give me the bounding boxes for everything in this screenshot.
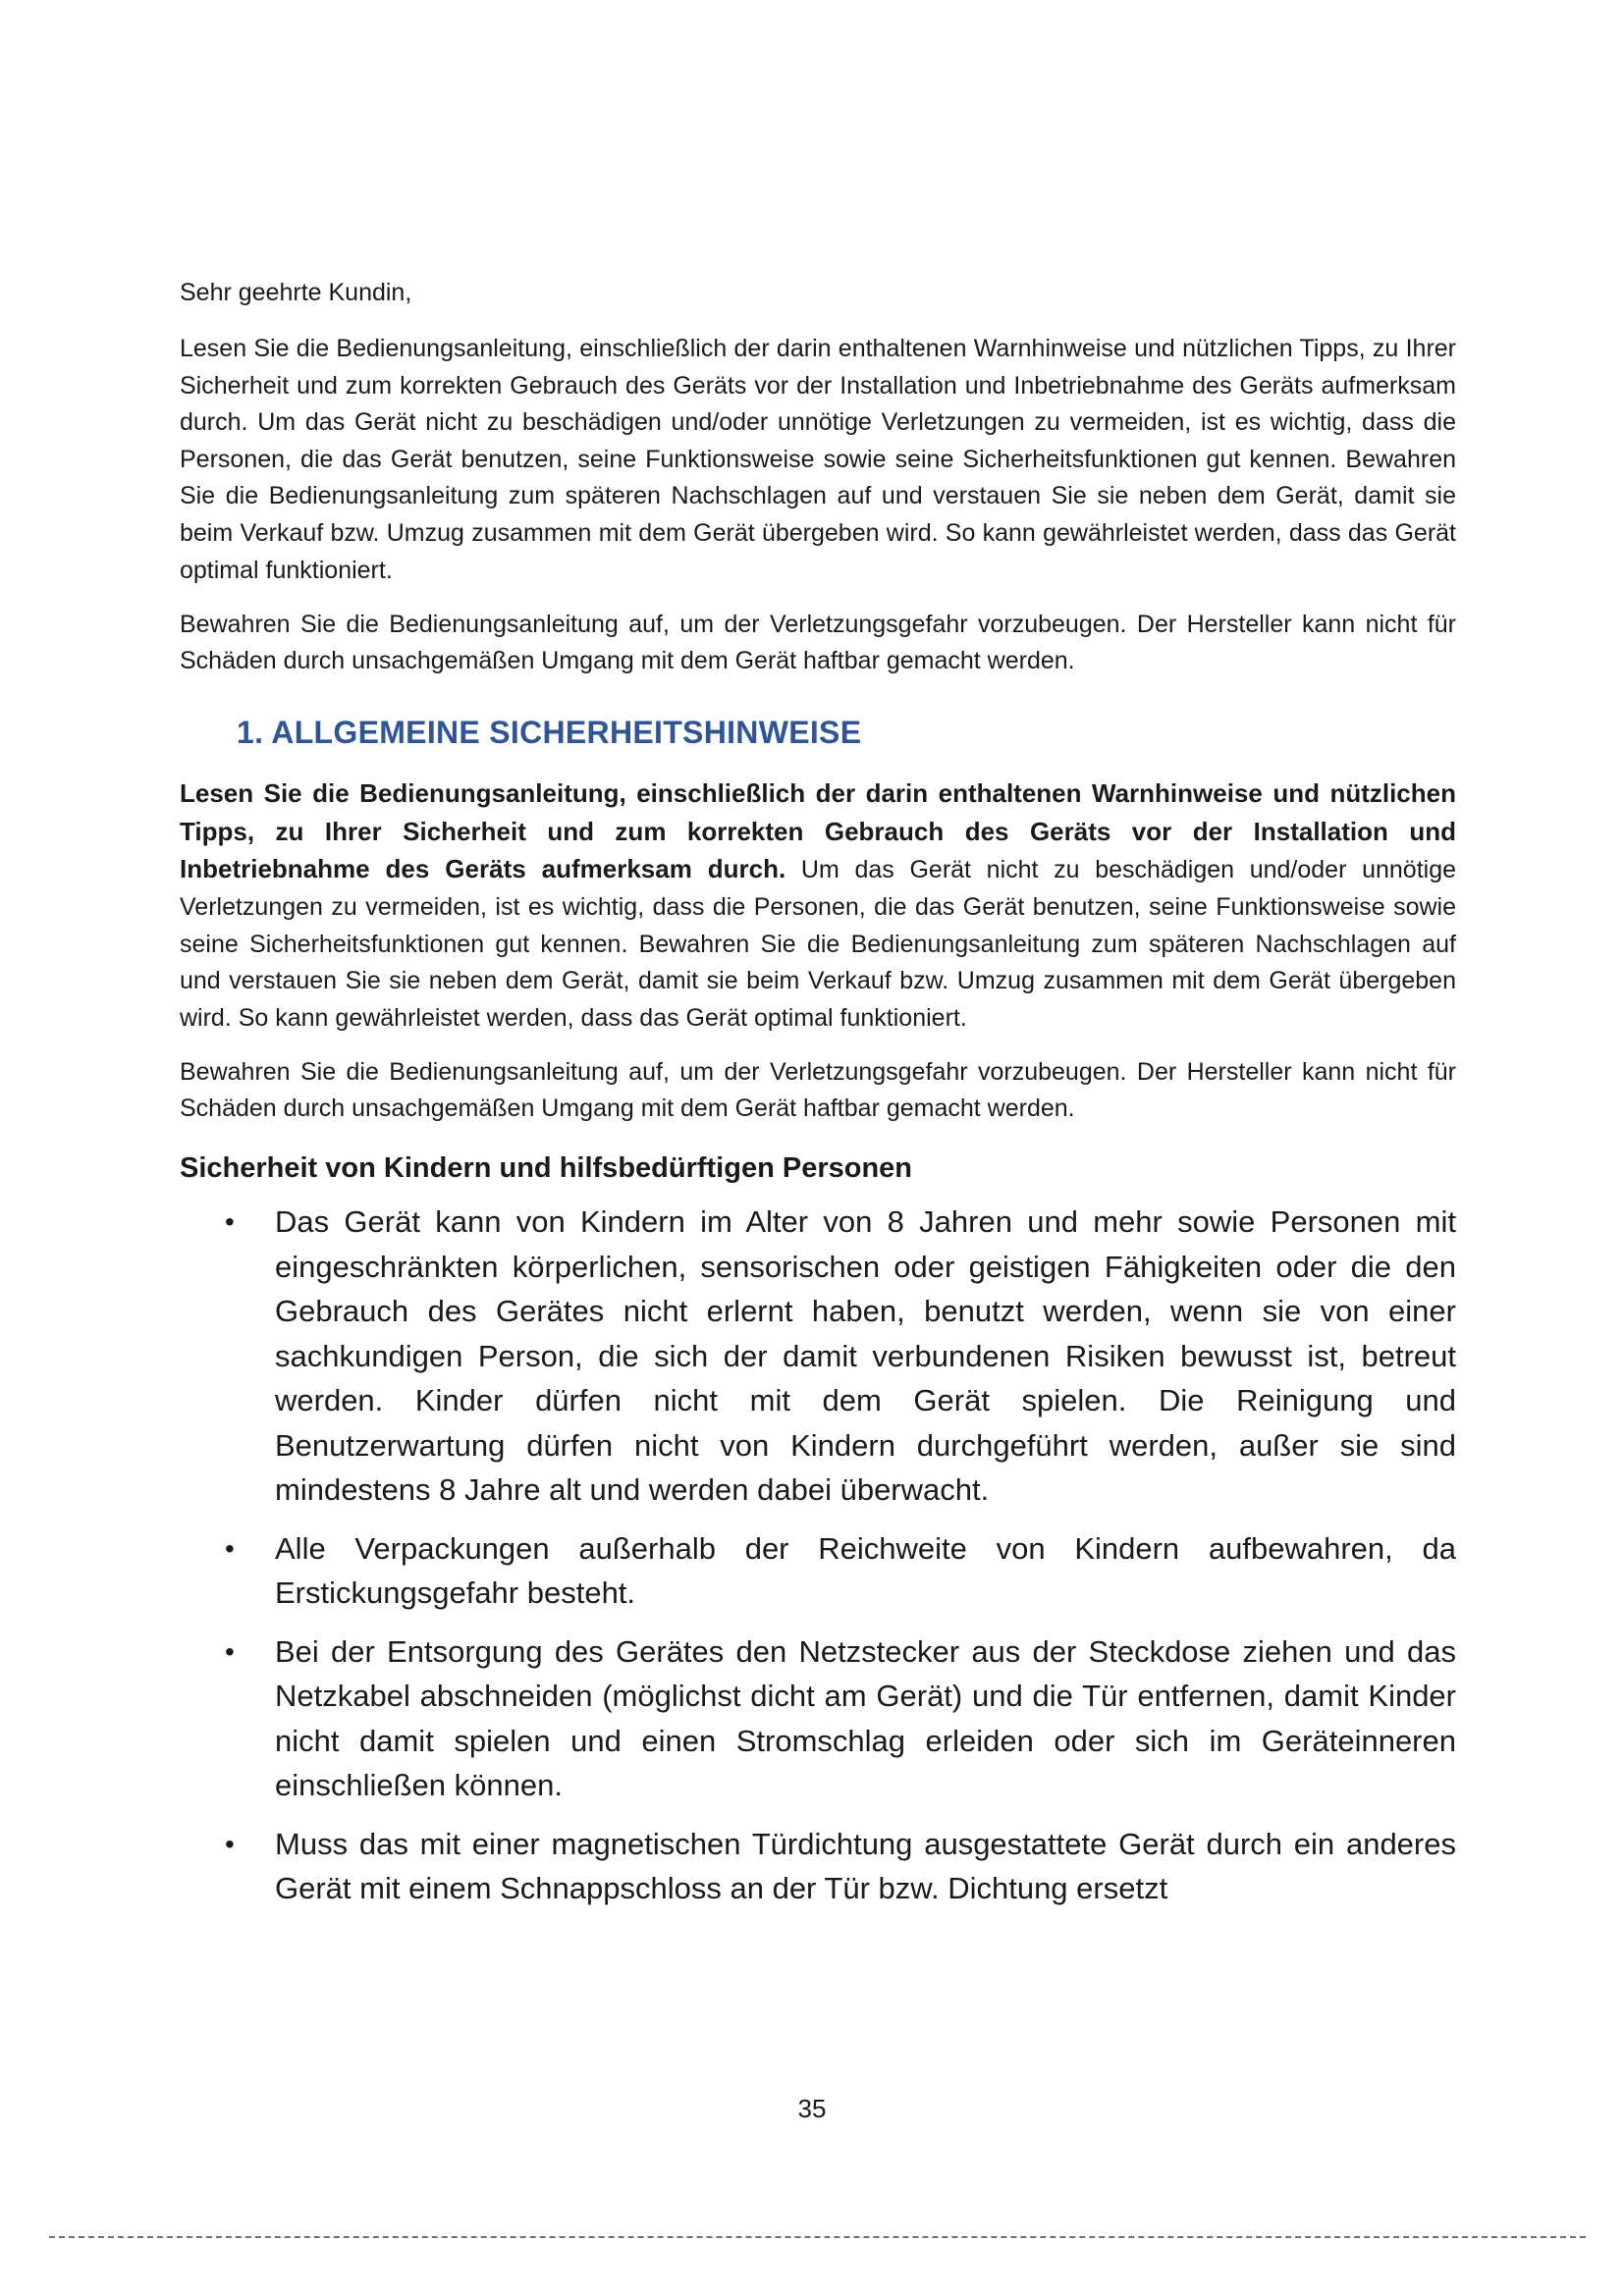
bullet-icon: • [225, 1206, 235, 1238]
bullet-list [180, 1200, 1456, 1911]
section-paragraph-2: Bewahren Sie die Bedienungsanleitung auf, um der Verletzungsgefahr vorzubeugen. Der Hersteller kann nicht für Schäden durch unsachgemäßen Umgang mit dem Gerät haftbar gemacht werden. [180, 1058, 1456, 1123]
page-number: 35 [797, 2094, 827, 2123]
list-item-text: Das Gerät kann von Kindern im Alter von 8 Jahren und mehr sowie Personen mit eingeschränkten körperlichen, sensorischen oder geistigen Fähigkeiten oder die den Gebrauch des Gerätes nicht erlernt haben, benutzt werden, wenn sie von einer sachkundigen Person, die sich der damit verbundenen Risiken bewusst ist, betreut werden. Kinder dürfen nicht mit dem Gerät spielen. Die Reinigung und Benutzerwartung dürfen nicht von Kindern durchgeführt werden, außer sie sind mindestens 8 Jahre alt und werden dabei überwacht. [275, 1204, 1456, 1508]
section-paragraph [180, 775, 1456, 1037]
intro-paragraph: Lesen Sie die Bedienungsanleitung, einschließlich der darin enthaltenen Warnhinweise und nützlichen Tipps, zu Ihrer Sicherheit und zum korrekten Gebrauch des Geräts vor der Installation und Inbetriebnahme des Geräts aufmerksam durch. Um das Gerät nicht zu beschädigen und/oder unnötige Verletzungen zu vermeiden, ist es wichtig, dass die Personen, die das Gerät benutzen, seine Funktionsweise sowie seine Sicherheitsfunktionen gut kennen. Bewahren Sie die Bedienungsanleitung zum späteren Nachschlagen auf und verstauen Sie sie neben dem Gerät, damit sie beim Verkauf bzw. Umzug zusammen mit dem Gerät übergeben wird. So kann gewährleistet werden, dass das Gerät optimal funktioniert. [180, 335, 1456, 584]
document-page [180, 275, 1456, 1925]
section-heading: 1. ALLGEMEINE SICHERHEITSHINWEISE [237, 715, 862, 751]
list-item-text: Alle Verpackungen außerhalb der Reichweite von Kindern aufbewahren, da Erstickungsgefahr besteht. [275, 1530, 1456, 1611]
bullet-icon: • [225, 1828, 235, 1859]
list-item [180, 1822, 1456, 1911]
section-paragraph-rest: Um das Gerät nicht zu beschädigen und/oder unnötige Verletzungen zu vermeiden, ist es wichtig, dass die Personen, die das Gerät benutzen, seine Funktionsweise sowie seine Sicherheitsfunktionen gut kennen. Bewahren Sie die Bedienungsanleitung zum späteren Nachschlagen auf und verstauen Sie sie neben dem Gerät, damit sie beim Verkauf bzw. Umzug zusammen mit dem Gerät übergeben wird. So kann gewährleistet werden, dass das Gerät optimal funktioniert. [180, 856, 1457, 1032]
list-item [180, 1200, 1456, 1513]
bullet-icon: • [225, 1532, 235, 1564]
intro-paragraph-2: Bewahren Sie die Bedienungsanleitung auf, um der Verletzungsgefahr vorzubeugen. Der Hersteller kann nicht für Schäden durch unsachgemäßen Umgang mit dem Gerät haftbar gemacht werden. [180, 611, 1456, 675]
subheading: Sicherheit von Kindern und hilfsbedürftigen Personen [180, 1152, 913, 1185]
list-item [180, 1526, 1456, 1616]
list-item-text: Bei der Entsorgung des Gerätes den Netzstecker aus der Steckdose ziehen und das Netzkabel abschneiden (möglichst dicht am Gerät) und die Tür entfernen, damit Kinder nicht damit spielen und einen Stromschlag erleiden oder sich im Geräteinneren einschließen können. [275, 1633, 1456, 1803]
bullet-icon: • [225, 1635, 235, 1667]
greeting: Sehr geehrte Kundin, [180, 279, 412, 306]
footer-divider [49, 2236, 1586, 2238]
section-paragraph-bold: Lesen Sie die Bedienungsanleitung, einschließlich der darin enthaltenen Warnhinweise und nützlichen Tipps, zu Ihrer Sicherheit und zum korrekten Gebrauch des Geräts vor der Installation und Inbetriebnahme des Geräts aufmerksam durch. [180, 778, 1456, 884]
list-item-text: Muss das mit einer magnetischen Türdichtung ausgestattete Gerät durch ein anderes Gerät mit einem Schnappschloss an der Tür bzw. Dichtung ersetzt [275, 1826, 1456, 1906]
list-item [180, 1629, 1456, 1808]
